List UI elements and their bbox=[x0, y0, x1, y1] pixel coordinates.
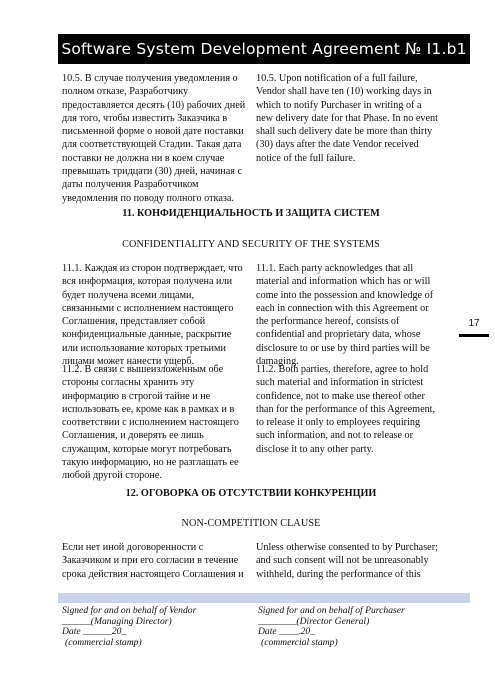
clause-12-ru: Если нет иной договоренности с Заказчиком и при его согласии в течение срока действия настоящего Соглашения и bbox=[62, 542, 244, 580]
purchaser-stamp-label: (commercial stamp) bbox=[261, 636, 338, 648]
clause-12-en: Unless otherwise consented to by Purchaser; and such consent will not be unreasonably withheld, during the performance of this bbox=[256, 542, 438, 580]
clause-11-1-ru: 11.1. Каждая из сторон подтверждает, что вся информация, которая получена или будет получена всеми лицами, связанными с исполнением настоящего Соглашения, представляет собой конфиденциальные данные, раскрытие или использование которых третьими лицами может нанести ущерб. bbox=[62, 263, 243, 368]
section-12-heading-en: NON-COMPETITION CLAUSE bbox=[181, 518, 321, 529]
vendor-signed-label: Signed for and on behalf of Vendor bbox=[62, 605, 197, 616]
clause-11-2-ru: 11.2. В связи с вышеизложенным обе стороны согласны хранить эту информацию в строгой тайне и не использовать ее, кроме как в рамках и в соответствии с исполнением настоящего Соглашения, и доверять ее лишь служащим, которые могут потребовать такую информацию, но не разглашать ее любой другой стороне. bbox=[62, 364, 239, 482]
section-11-heading-ru: 11. КОНФИДЕНЦИАЛЬНОСТЬ И ЗАЩИТА СИСТЕМ bbox=[122, 208, 380, 219]
section-12-heading-ru: 12. ОГОВОРКА ОБ ОТСУТСТВИИ КОНКУРЕНЦИИ bbox=[125, 488, 377, 499]
clause-11-2-en: 11.2. Both parties, therefore, agree to hold such material and information in strictest confidence, not to make use thereof other than for the performance of this Agreement, to release it only to employees requiring such information, and not to release or disclose it to any other party. bbox=[256, 364, 436, 455]
clause-10-5-ru: 10.5. В случае получения уведомления о полном отказе, Разработчику предоставляется десять (10) рабочих дней для того, чтобы известить Заказчика в письменной форме о новой дате поставки для соответствующей Стадии. Такая дата поставки не должна ни в коем случае превышать тридцати (30) дней, начиная с даты получения Разработчиком уведомления по поводу полного отказа. bbox=[62, 73, 246, 204]
vendor-director-line: ______(Managing Director) bbox=[62, 615, 172, 627]
page-number: 17 bbox=[468, 318, 480, 329]
purchaser-signed-label: Signed for and on behalf of Purchaser bbox=[258, 605, 405, 616]
purchaser-signature-block bbox=[258, 606, 448, 648]
document-title: Software System Development Agreement № I1.b1 bbox=[58, 34, 470, 64]
section-11-heading-en: CONFIDENTIALITY AND SECURITY OF THE SYSTEMS bbox=[122, 239, 380, 250]
clause-11-1-en: 11.1. Each party acknowledges that all material and information which has or will come into the possession and knowledge of each in connection with this Agreement or the performance hereof, consists of confidential and proprietary data, whose disclosure to or use by third parties will be damaging. bbox=[256, 263, 434, 368]
purchaser-date-line: Date ____.20_ bbox=[258, 626, 316, 638]
vendor-date-line: Date ______20_ bbox=[62, 626, 127, 638]
vendor-stamp-label: (commercial stamp) bbox=[65, 636, 142, 648]
footer-band bbox=[58, 593, 470, 603]
page-number-rule bbox=[459, 334, 489, 337]
vendor-signature-block bbox=[62, 606, 252, 648]
purchaser-director-line: ________(Director General) bbox=[258, 615, 370, 627]
clause-10-5-en: 10.5. Upon notification of a full failure, Vendor shall have ten (10) working days in which to notify Purchaser in writing of a new delivery date for that Phase. In no event shall such delivery date be more than thirty (30) days after the date Vendor received notice of the full failure. bbox=[256, 73, 438, 164]
